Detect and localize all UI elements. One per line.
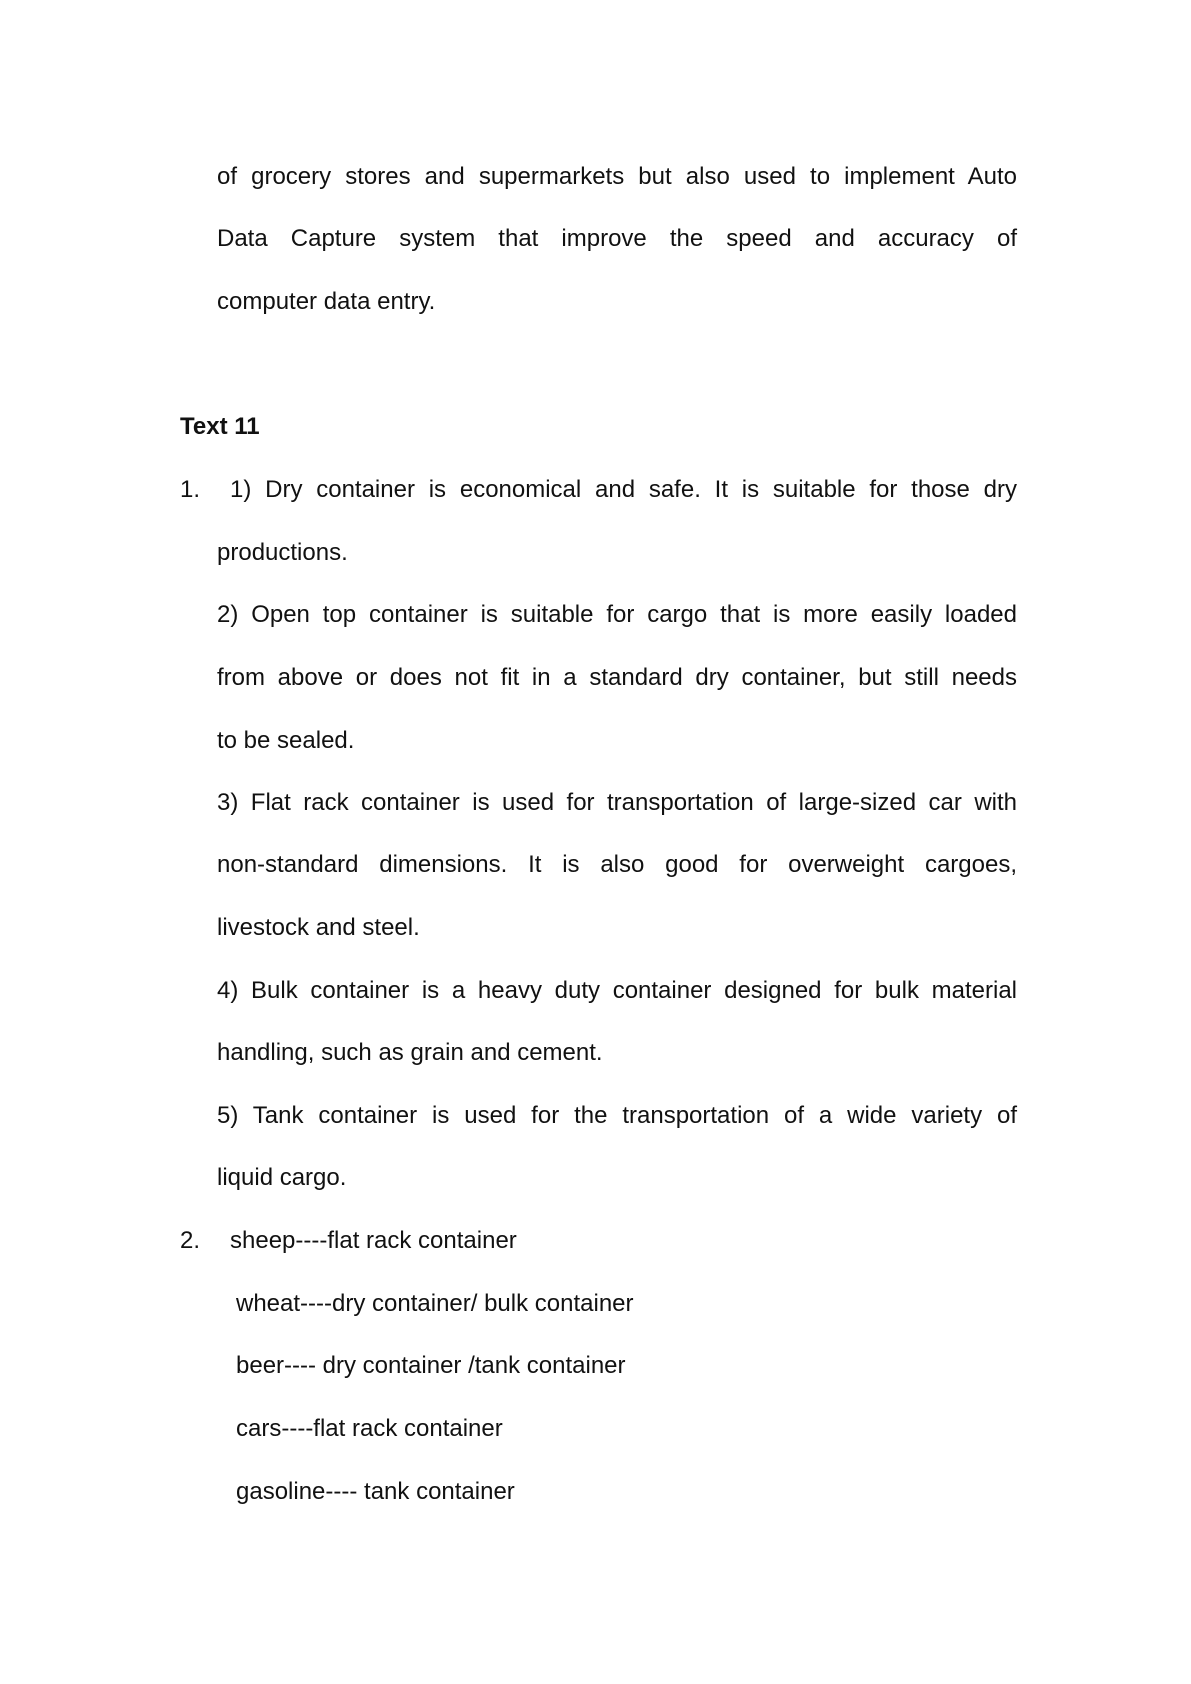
intro-line-2: Data Capture system that improve the speed and accuracy of <box>217 225 1017 252</box>
q2-pair: gasoline---- tank container <box>236 1478 515 1505</box>
q1-item5-line1: 5) Tank container is used for the transportation of a wide variety of <box>217 1102 1017 1129</box>
q1-item1-line1: 1) Dry container is economical and safe. It is suitable for those dry <box>230 476 1017 503</box>
q2-pair: sheep----flat rack container <box>230 1227 517 1254</box>
q1-item2-line1: 2) Open top container is suitable for cargo that is more easily loaded <box>217 601 1017 628</box>
q1-item1-line2: productions. <box>217 539 348 566</box>
q1-item4-line2: handling, such as grain and cement. <box>217 1039 603 1066</box>
q2-pair: cars----flat rack container <box>236 1415 503 1442</box>
q1-item4-line1: 4) Bulk container is a heavy duty container designed for bulk material <box>217 977 1017 1004</box>
q1-item5-line2: liquid cargo. <box>217 1164 347 1191</box>
intro-line-3: computer data entry. <box>217 288 436 315</box>
question-number-1: 1. <box>180 476 201 503</box>
q2-pair: beer---- dry container /tank container <box>236 1352 626 1379</box>
q2-pair: wheat----dry container/ bulk container <box>236 1290 634 1317</box>
q1-item2-line3: to be sealed. <box>217 727 355 754</box>
q1-item3-line1: 3) Flat rack container is used for transportation of large-sized car with <box>217 789 1017 816</box>
q1-item2-line2: from above or does not fit in a standard dry container, but still needs <box>217 664 1017 691</box>
q1-item3-line2: non-standard dimensions. It is also good for overweight cargoes, <box>217 851 1017 878</box>
intro-line-1: of grocery stores and supermarkets but also used to implement Auto <box>217 163 1017 190</box>
section-title: Text 11 <box>180 413 260 440</box>
question-number-2: 2. <box>180 1227 201 1254</box>
q1-item3-line3: livestock and steel. <box>217 914 420 941</box>
